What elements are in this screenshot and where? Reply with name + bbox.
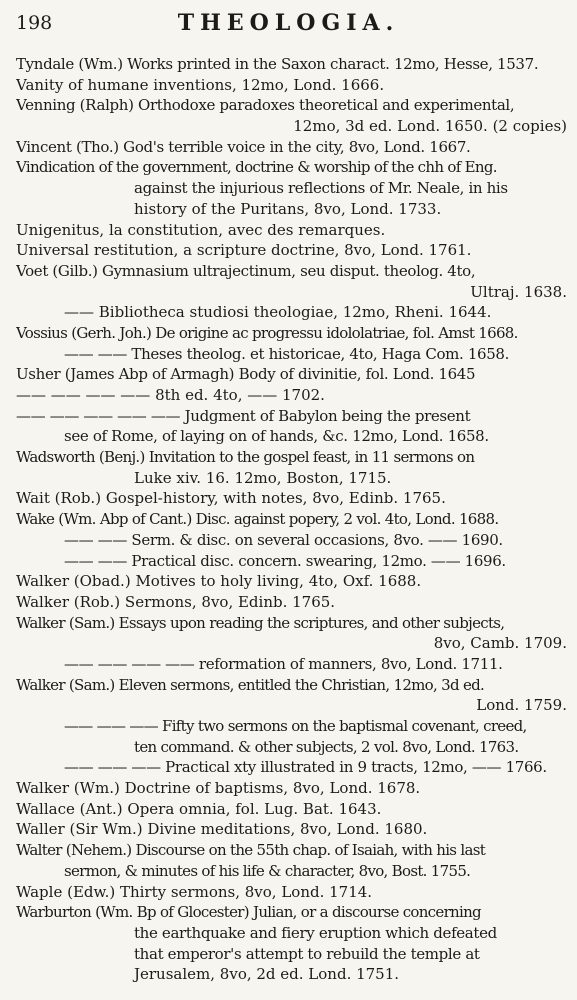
page-title: THEOLOGIA. — [177, 10, 400, 36]
entry-line: Jerusalem, 8vo, 2d ed. Lond. 1751. — [134, 965, 400, 984]
entry-line: —— —— —— —— —— Judgment of Babylon being the present — [16, 406, 471, 425]
entry-line: Vossius (Gerh. Joh.) De origine ac progressu idololatriae, fol. Amst 1668. — [16, 323, 518, 342]
entry-line: Universal restitution, a scripture doctrine, 8vo, Lond. 1761. — [16, 241, 472, 260]
entry-line: Ultraj. 1638. — [470, 282, 567, 301]
entry-line: ten command. & other subjects, 2 vol. 8vo, Lond. 1763. — [134, 737, 519, 756]
entry-line: sermon, & minutes of his life & character, 8vo, Bost. 1755. — [64, 861, 471, 880]
entry-line: Wait (Rob.) Gospel-history, with notes, 8vo, Edinb. 1765. — [16, 489, 446, 508]
entry-line: Vincent (Tho.) God's terrible voice in the city, 8vo, Lond. 1667. — [16, 137, 471, 156]
entry-line: Voet (Gilb.) Gymnasium ultrajectinum, seu disput. theolog. 4to, — [16, 261, 476, 280]
entry-line: Wake (Wm. Abp of Cant.) Disc. against popery, 2 vol. 4to, Lond. 1688. — [16, 510, 499, 529]
entry-line: 12mo, 3d ed. Lond. 1650. (2 copies) — [293, 117, 567, 136]
entry-line: Walker (Obad.) Motives to holy living, 4to, Oxf. 1688. — [16, 572, 422, 591]
entry-line: —— —— —— Practical xty illustrated in 9 tracts, 12mo, —— 1766. — [64, 758, 547, 777]
entry-line: against the injurious reflections of Mr. Neale, in his — [134, 179, 508, 198]
entry-line: that emperor's attempt to rebuild the temple at — [134, 944, 480, 963]
entry-line: 8vo, Camb. 1709. — [433, 634, 567, 653]
catalogue-entries — [16, 54, 567, 985]
entry-line: —— —— Serm. & disc. on several occasions, 8vo. —— 1690. — [64, 530, 503, 549]
page-number: 198 — [16, 12, 53, 34]
entry-line: —— —— —— Fifty two sermons on the baptismal covenant, creed, — [64, 717, 527, 735]
entry-line: Luke xiv. 16. 12mo, Boston, 1715. — [134, 468, 392, 487]
entry-line: —— —— —— —— reformation of manners, 8vo, Lond. 1711. — [64, 654, 503, 673]
entry-line: Unigenitus, la constitution, avec des remarques. — [16, 220, 386, 239]
entry-line: Wadsworth (Benj.) Invitation to the gospel feast, in 11 sermons on — [16, 448, 475, 467]
entry-line: Vindication of the government, doctrine & worship of the chh of Eng. — [16, 158, 497, 177]
entry-line: —— Bibliotheca studiosi theologiae, 12mo, Rheni. 1644. — [64, 303, 492, 322]
entry-line: Walker (Wm.) Doctrine of baptisms, 8vo, Lond. 1678. — [16, 779, 421, 798]
entry-line: Venning (Ralph) Orthodoxe paradoxes theoretical and experimental, — [16, 96, 515, 115]
entry-line: Warburton (Wm. Bp of Glocester) Julian, or a discourse concerning — [16, 903, 481, 922]
page-header — [0, 4, 577, 44]
entry-line: Vanity of humane inventions, 12mo, Lond. 1666. — [16, 75, 385, 94]
entry-line: Walker (Rob.) Sermons, 8vo, Edinb. 1765. — [16, 592, 336, 611]
entry-line: Waller (Sir Wm.) Divine meditations, 8vo, Lond. 1680. — [16, 820, 428, 839]
entry-line: see of Rome, of laying on of hands, &c. 12mo, Lond. 1658. — [64, 427, 489, 446]
entry-line: Walker (Sam.) Essays upon reading the scriptures, and other subjects, — [16, 613, 505, 632]
entry-line: Wallace (Ant.) Opera omnia, fol. Lug. Bat. 1643. — [16, 799, 382, 818]
entry-line: Walker (Sam.) Eleven sermons, entitled the Christian, 12mo, 3d ed. — [16, 675, 485, 694]
entry-line: Walter (Nehem.) Discourse on the 55th chap. of Isaiah, with his last — [16, 841, 486, 860]
entry-line: —— —— Practical disc. concern. swearing, 12mo. —— 1696. — [64, 551, 506, 570]
entry-line: Usher (James Abp of Armagh) Body of divinitie, fol. Lond. 1645 — [16, 365, 476, 384]
entry-line: Tyndale (Wm.) Works printed in the Saxon charact. 12mo, Hesse, 1537. — [16, 55, 539, 73]
entry-line: Lond. 1759. — [476, 696, 567, 715]
entry-line: history of the Puritans, 8vo, Lond. 1733. — [134, 199, 442, 218]
entry-line: Waple (Edw.) Thirty sermons, 8vo, Lond. 1714. — [16, 882, 373, 901]
entry-line: —— —— —— —— 8th ed. 4to, —— 1702. — [16, 386, 325, 404]
entry-line: the earthquake and fiery eruption which defeated — [134, 923, 497, 942]
entry-line: —— —— Theses theolog. et historicae, 4to, Haga Com. 1658. — [64, 344, 510, 363]
